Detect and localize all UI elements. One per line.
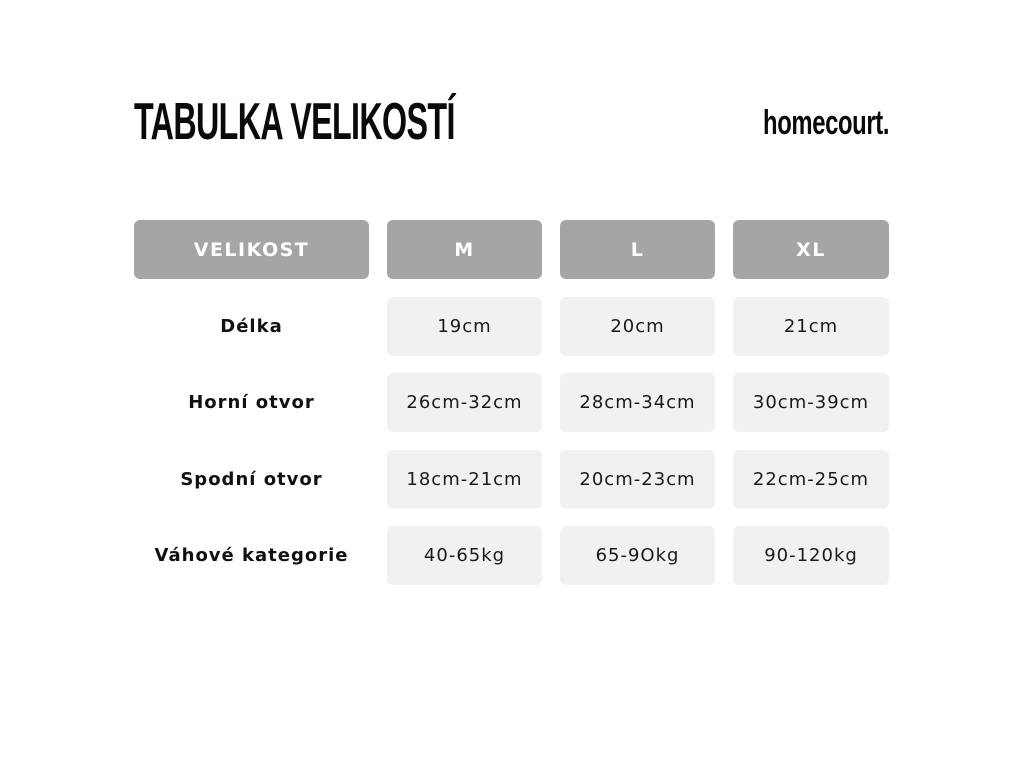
value-spodni-otvor-l: 20cm-23cm — [560, 450, 715, 509]
value-vahove-kategorie-l: 65-9Okg — [560, 526, 715, 585]
row-label-vahove-kategorie: Váhové kategorie — [154, 545, 349, 566]
value-vahove-kategorie-m: 40-65kg — [387, 526, 542, 585]
page-title: TABULKA VELIKOSTÍ — [134, 93, 455, 151]
value-vahove-kategorie-xl: 90-120kg — [733, 526, 889, 585]
row-label-horni-otvor: Horní otvor — [188, 392, 315, 413]
header-m: M — [387, 220, 542, 279]
value-horni-otvor-l: 28cm-34cm — [560, 373, 715, 432]
header-l: L — [560, 220, 715, 279]
row-label-spodni-otvor: Spodní otvor — [180, 468, 323, 490]
value-delka-m: 19cm — [387, 297, 542, 356]
brand-logo: homecourt. — [762, 104, 889, 142]
value-spodni-otvor-m: 18cm-21cm — [387, 450, 542, 509]
header-xl: XL — [733, 220, 889, 279]
value-delka-l: 20cm — [560, 297, 715, 356]
value-spodni-otvor-xl: 22cm-25cm — [733, 450, 889, 509]
value-delka-xl: 21cm — [733, 297, 889, 356]
size-table — [134, 220, 889, 585]
row-label-delka: Délka — [220, 315, 283, 337]
value-horni-otvor-m: 26cm-32cm — [387, 373, 542, 432]
header-size: VELIKOST — [134, 220, 369, 279]
value-horni-otvor-xl: 30cm-39cm — [733, 373, 889, 432]
